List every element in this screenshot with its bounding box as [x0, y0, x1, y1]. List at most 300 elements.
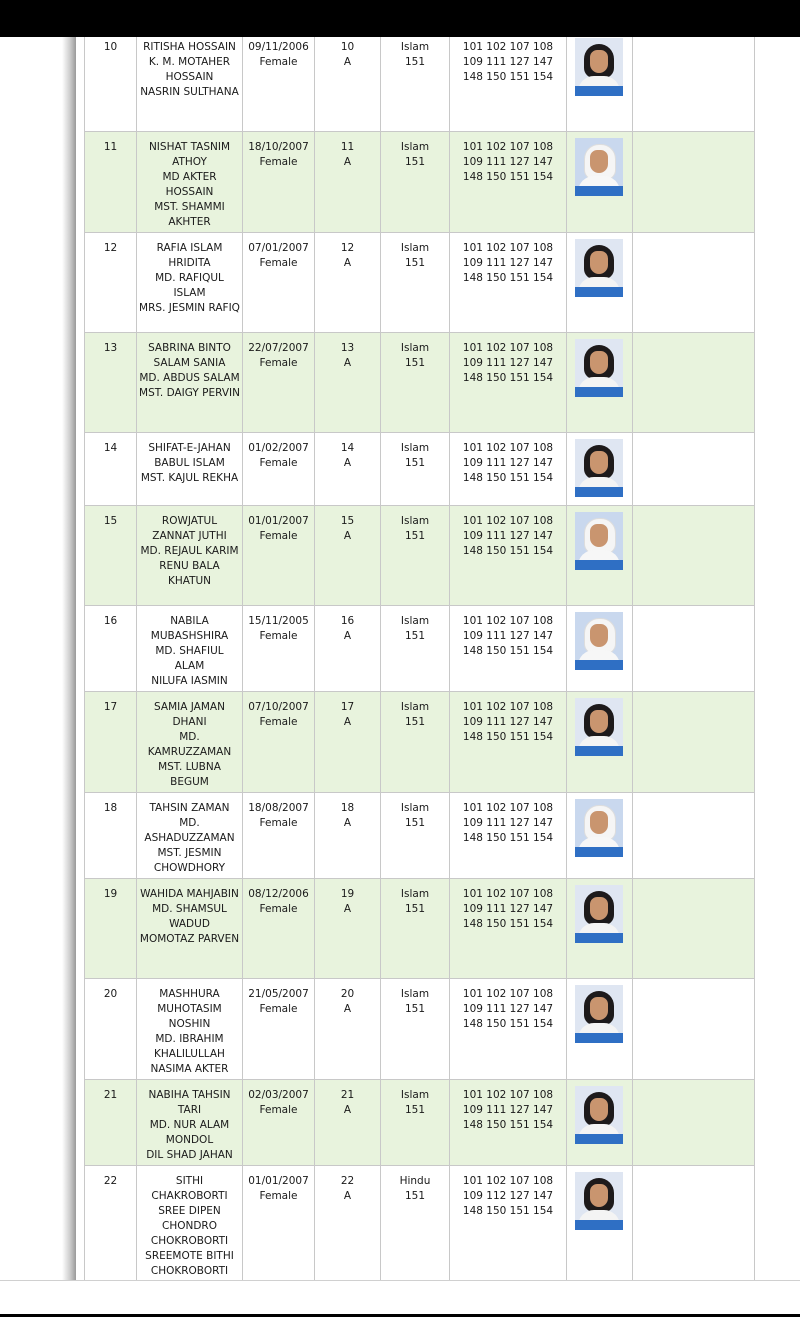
- subject-codes-line: 101 102 107 108: [462, 615, 554, 627]
- father-name: MD. ASHADUZZAMAN: [144, 817, 235, 844]
- roll-number: 12: [340, 242, 355, 254]
- subject-codes-line: 101 102 107 108: [462, 701, 554, 713]
- serial-number: 21: [103, 1089, 118, 1101]
- mother-name: MST. DAIGY PERVIN: [139, 387, 240, 399]
- photo-cell: [567, 333, 633, 433]
- religion: Islam: [400, 41, 430, 53]
- group-code: 151: [404, 457, 426, 469]
- photo-cell: [567, 233, 633, 333]
- subject-codes-line: 101 102 107 108: [462, 515, 554, 527]
- date-of-birth: 01/01/2007: [248, 515, 309, 527]
- serial-cell: [85, 692, 137, 793]
- religion: Islam: [400, 701, 430, 713]
- bottom-bar: [0, 1280, 800, 1318]
- gender: Female: [259, 1003, 298, 1015]
- roll-cell: [315, 979, 381, 1080]
- roll-cell: [315, 433, 381, 506]
- signature-cell: [633, 37, 755, 132]
- subjects-cell: [450, 879, 567, 979]
- student-name: RITISHA HOSSAIN: [143, 41, 236, 53]
- name-cell: [137, 793, 243, 879]
- dob-cell: [243, 979, 315, 1080]
- serial-number: 10: [103, 41, 118, 53]
- serial-cell: [85, 606, 137, 692]
- subject-codes-line: 109 111 127 147: [462, 457, 554, 469]
- date-of-birth: 07/10/2007: [248, 701, 309, 713]
- gender: Female: [259, 1104, 298, 1116]
- subject-codes-line: 101 102 107 108: [462, 1175, 554, 1187]
- name-cell: [137, 37, 243, 132]
- photo-cell: [567, 132, 633, 233]
- religion: Islam: [400, 242, 430, 254]
- date-of-birth: 08/12/2006: [248, 888, 309, 900]
- section: A: [343, 630, 352, 642]
- section: A: [343, 1190, 352, 1202]
- serial-number: 13: [103, 342, 118, 354]
- religion: Islam: [400, 988, 430, 1000]
- signature-cell: [633, 1080, 755, 1166]
- roll-cell: [315, 333, 381, 433]
- serial-number: 22: [103, 1175, 118, 1187]
- table-row: [85, 506, 755, 606]
- religion-cell: [381, 333, 450, 433]
- subject-codes-line: 148 150 151 154: [462, 272, 554, 284]
- religion: Islam: [400, 1089, 430, 1101]
- subject-codes-line: 148 150 151 154: [462, 832, 554, 844]
- section: A: [343, 1104, 352, 1116]
- roll-number: 22: [340, 1175, 355, 1187]
- date-of-birth: 01/01/2007: [248, 1175, 309, 1187]
- subject-codes-line: 109 112 127 147: [462, 1190, 554, 1202]
- mother-name: RENU BALA KHATUN: [159, 560, 220, 587]
- subjects-cell: [450, 606, 567, 692]
- subject-codes-line: 148 150 151 154: [462, 645, 554, 657]
- mother-name: NASRIN SULTHANA: [140, 86, 239, 98]
- mother-name: NASIMA AKTER: [150, 1063, 229, 1075]
- student-photo: [575, 339, 623, 397]
- gender: Female: [259, 1190, 298, 1202]
- subjects-cell: [450, 333, 567, 433]
- subject-codes-line: 109 111 127 147: [462, 903, 554, 915]
- subjects-cell: [450, 132, 567, 233]
- subject-codes-line: 101 102 107 108: [462, 988, 554, 1000]
- mother-name: MRS. JESMIN RAFIQ: [139, 302, 240, 314]
- group-code: 151: [404, 817, 426, 829]
- roll-number: 21: [340, 1089, 355, 1101]
- student-list-sheet[interactable]: [76, 37, 800, 1280]
- dob-cell: [243, 433, 315, 506]
- mother-name: MOMOTAZ PARVEN: [139, 933, 240, 945]
- group-code: 151: [404, 1104, 426, 1116]
- serial-cell: [85, 793, 137, 879]
- student-name: SAMIA JAMAN DHANI: [154, 701, 225, 728]
- student-photo: [575, 799, 623, 857]
- subjects-cell: [450, 1166, 567, 1281]
- signature-cell: [633, 132, 755, 233]
- signature-cell: [633, 606, 755, 692]
- mother-name: MST. JESMIN CHOWDHORY: [153, 847, 226, 874]
- serial-cell: [85, 333, 137, 433]
- table-row: [85, 793, 755, 879]
- photo-cell: [567, 506, 633, 606]
- religion: Hindu: [399, 1175, 431, 1187]
- student-name: TAHSIN ZAMAN: [149, 802, 230, 814]
- gender: Female: [259, 530, 298, 542]
- religion: Islam: [400, 615, 430, 627]
- roll-number: 14: [340, 442, 355, 454]
- group-code: 151: [404, 630, 426, 642]
- mother-name: NILUFA IASMIN: [151, 675, 228, 687]
- dob-cell: [243, 1166, 315, 1281]
- name-cell: [137, 433, 243, 506]
- photo-cell: [567, 879, 633, 979]
- photo-cell: [567, 433, 633, 506]
- photo-cell: [567, 979, 633, 1080]
- group-code: 151: [404, 1190, 426, 1202]
- gender: Female: [259, 257, 298, 269]
- date-of-birth: 07/01/2007: [248, 242, 309, 254]
- subject-codes-line: 148 150 151 154: [462, 545, 554, 557]
- name-cell: [137, 506, 243, 606]
- religion-cell: [381, 692, 450, 793]
- signature-cell: [633, 793, 755, 879]
- subject-codes-line: 148 150 151 154: [462, 171, 554, 183]
- dob-cell: [243, 793, 315, 879]
- group-code: 151: [404, 257, 426, 269]
- roll-cell: [315, 692, 381, 793]
- table-row: [85, 879, 755, 979]
- group-code: 151: [404, 357, 426, 369]
- subjects-cell: [450, 233, 567, 333]
- date-of-birth: 18/10/2007: [248, 141, 309, 153]
- father-name: MD. SHAMSUL WADUD: [152, 903, 227, 930]
- religion: Islam: [400, 888, 430, 900]
- student-name: MASHHURA MUHOTASIM NOSHIN: [157, 988, 222, 1030]
- subjects-cell: [450, 692, 567, 793]
- roll-number: 20: [340, 988, 355, 1000]
- table-row: [85, 1080, 755, 1166]
- subject-codes-line: 109 111 127 147: [462, 1104, 554, 1116]
- subjects-cell: [450, 979, 567, 1080]
- table-row: [85, 1166, 755, 1281]
- subject-codes-line: 148 150 151 154: [462, 372, 554, 384]
- roll-cell: [315, 233, 381, 333]
- name-cell: [137, 692, 243, 793]
- signature-cell: [633, 433, 755, 506]
- roll-number: 10: [340, 41, 355, 53]
- signature-cell: [633, 879, 755, 979]
- roll-number: 11: [340, 141, 355, 153]
- table-row: [85, 333, 755, 433]
- religion-cell: [381, 879, 450, 979]
- section: A: [343, 357, 352, 369]
- name-cell: [137, 132, 243, 233]
- section: A: [343, 817, 352, 829]
- date-of-birth: 02/03/2007: [248, 1089, 309, 1101]
- section: A: [343, 903, 352, 915]
- serial-number: 12: [103, 242, 118, 254]
- student-photo: [575, 439, 623, 497]
- roll-cell: [315, 606, 381, 692]
- father-name: MD. SHAFIUL ALAM: [155, 645, 224, 672]
- subject-codes-line: 109 111 127 147: [462, 630, 554, 642]
- dob-cell: [243, 1080, 315, 1166]
- student-photo: [575, 1086, 623, 1144]
- serial-cell: [85, 1080, 137, 1166]
- section: A: [343, 457, 352, 469]
- father-name: BABUL ISLAM: [154, 457, 225, 469]
- mother-name: MST. KAJUL REKHA: [140, 472, 239, 484]
- student-photo: [575, 612, 623, 670]
- left-page-shadow: [62, 37, 76, 1280]
- student-name: ROWJATUL ZANNAT JUTHI: [152, 515, 227, 542]
- subject-codes-line: 148 150 151 154: [462, 918, 554, 930]
- signature-cell: [633, 333, 755, 433]
- subject-codes-line: 148 150 151 154: [462, 1119, 554, 1131]
- gender: Female: [259, 817, 298, 829]
- religion-cell: [381, 793, 450, 879]
- section: A: [343, 257, 352, 269]
- subjects-cell: [450, 506, 567, 606]
- table-row: [85, 233, 755, 333]
- gender: Female: [259, 630, 298, 642]
- father-name: MD. ABDUS SALAM: [139, 372, 240, 384]
- signature-cell: [633, 979, 755, 1080]
- subject-codes-line: 109 111 127 147: [462, 156, 554, 168]
- subjects-cell: [450, 433, 567, 506]
- table-row: [85, 692, 755, 793]
- dob-cell: [243, 37, 315, 132]
- photo-cell: [567, 37, 633, 132]
- gender: Female: [259, 903, 298, 915]
- serial-cell: [85, 1166, 137, 1281]
- religion: Islam: [400, 442, 430, 454]
- father-name: MD. KAMRUZZAMAN: [147, 731, 232, 758]
- date-of-birth: 22/07/2007: [248, 342, 309, 354]
- student-name: SABRINA BINTO SALAM SANIA: [148, 342, 231, 369]
- serial-cell: [85, 506, 137, 606]
- serial-number: 19: [103, 888, 118, 900]
- subject-codes-line: 148 150 151 154: [462, 1018, 554, 1030]
- mother-name: MST. LUBNA BEGUM: [158, 761, 221, 788]
- mother-name: SREEMOTE BITHI CHOKROBORTI: [145, 1250, 234, 1277]
- section: A: [343, 56, 352, 68]
- student-name: NABILA MUBASHSHIRA: [150, 615, 229, 642]
- father-name: MD. IBRAHIM KHALILULLAH: [154, 1033, 225, 1060]
- gender: Female: [259, 716, 298, 728]
- religion-cell: [381, 433, 450, 506]
- roll-number: 19: [340, 888, 355, 900]
- student-name: NISHAT TASNIM ATHOY: [148, 141, 231, 168]
- name-cell: [137, 1166, 243, 1281]
- name-cell: [137, 333, 243, 433]
- dob-cell: [243, 333, 315, 433]
- serial-cell: [85, 233, 137, 333]
- table-row: [85, 433, 755, 506]
- date-of-birth: 09/11/2006: [248, 41, 309, 53]
- religion-cell: [381, 1166, 450, 1281]
- religion-cell: [381, 606, 450, 692]
- dob-cell: [243, 233, 315, 333]
- table-row: [85, 606, 755, 692]
- religion: Islam: [400, 515, 430, 527]
- photo-cell: [567, 606, 633, 692]
- signature-cell: [633, 506, 755, 606]
- student-photo: [575, 512, 623, 570]
- photo-cell: [567, 1166, 633, 1281]
- religion-cell: [381, 233, 450, 333]
- serial-number: 15: [103, 515, 118, 527]
- date-of-birth: 18/08/2007: [248, 802, 309, 814]
- serial-cell: [85, 132, 137, 233]
- photo-cell: [567, 1080, 633, 1166]
- student-photo: [575, 698, 623, 756]
- serial-number: 16: [103, 615, 118, 627]
- student-name: WAHIDA MAHJABIN: [140, 888, 239, 900]
- religion: Islam: [400, 802, 430, 814]
- dob-cell: [243, 692, 315, 793]
- subject-codes-line: 109 111 127 147: [462, 357, 554, 369]
- serial-number: 18: [103, 802, 118, 814]
- top-black-bar: [0, 0, 800, 37]
- religion: Islam: [400, 342, 430, 354]
- table-row: [85, 979, 755, 1080]
- gender: Female: [259, 56, 298, 68]
- gender: Female: [259, 156, 298, 168]
- student-photo: [575, 1172, 623, 1230]
- subject-codes-line: 101 102 107 108: [462, 802, 554, 814]
- serial-cell: [85, 979, 137, 1080]
- name-cell: [137, 1080, 243, 1166]
- subject-codes-line: 148 150 151 154: [462, 731, 554, 743]
- student-table: [84, 37, 755, 1280]
- photo-cell: [567, 692, 633, 793]
- religion: Islam: [400, 141, 430, 153]
- name-cell: [137, 879, 243, 979]
- student-name: NABIHA TAHSIN TARI: [148, 1089, 231, 1116]
- roll-number: 18: [340, 802, 355, 814]
- signature-cell: [633, 692, 755, 793]
- religion-cell: [381, 37, 450, 132]
- subject-codes-line: 101 102 107 108: [462, 41, 554, 53]
- serial-number: 20: [103, 988, 118, 1000]
- date-of-birth: 21/05/2007: [248, 988, 309, 1000]
- date-of-birth: 15/11/2005: [248, 615, 309, 627]
- group-code: 151: [404, 1003, 426, 1015]
- dob-cell: [243, 606, 315, 692]
- section: A: [343, 156, 352, 168]
- roll-cell: [315, 1166, 381, 1281]
- roll-cell: [315, 37, 381, 132]
- section: A: [343, 530, 352, 542]
- student-photo: [575, 885, 623, 943]
- section: A: [343, 1003, 352, 1015]
- table-row: [85, 37, 755, 132]
- roll-cell: [315, 132, 381, 233]
- serial-number: 14: [103, 442, 118, 454]
- roll-number: 17: [340, 701, 355, 713]
- date-of-birth: 01/02/2007: [248, 442, 309, 454]
- student-photo: [575, 239, 623, 297]
- subjects-cell: [450, 1080, 567, 1166]
- subject-codes-line: 101 102 107 108: [462, 242, 554, 254]
- subject-codes-line: 101 102 107 108: [462, 888, 554, 900]
- subject-codes-line: 148 150 151 154: [462, 71, 554, 83]
- signature-cell: [633, 233, 755, 333]
- student-rows: [85, 37, 755, 1280]
- group-code: 151: [404, 56, 426, 68]
- subject-codes-line: 101 102 107 108: [462, 442, 554, 454]
- subject-codes-line: 109 111 127 147: [462, 716, 554, 728]
- student-name: SITHI CHAKROBORTI: [151, 1175, 228, 1202]
- religion-cell: [381, 1080, 450, 1166]
- roll-number: 13: [340, 342, 355, 354]
- roll-cell: [315, 1080, 381, 1166]
- father-name: MD. RAFIQUL ISLAM: [155, 272, 224, 299]
- subject-codes-line: 101 102 107 108: [462, 1089, 554, 1101]
- group-code: 151: [404, 716, 426, 728]
- subject-codes-line: 109 111 127 147: [462, 817, 554, 829]
- religion-cell: [381, 979, 450, 1080]
- serial-cell: [85, 433, 137, 506]
- dob-cell: [243, 132, 315, 233]
- subject-codes-line: 148 150 151 154: [462, 472, 554, 484]
- religion-cell: [381, 132, 450, 233]
- photo-cell: [567, 793, 633, 879]
- religion-cell: [381, 506, 450, 606]
- name-cell: [137, 606, 243, 692]
- table-row: [85, 132, 755, 233]
- father-name: K. M. MOTAHER HOSSAIN: [148, 56, 231, 83]
- gender: Female: [259, 357, 298, 369]
- roll-number: 16: [340, 615, 355, 627]
- roll-cell: [315, 879, 381, 979]
- mother-name: MST. SHAMMI AKHTER: [154, 201, 225, 228]
- name-cell: [137, 233, 243, 333]
- subjects-cell: [450, 37, 567, 132]
- subject-codes-line: 148 150 151 154: [462, 1205, 554, 1217]
- father-name: MD. NUR ALAM MONDOL: [149, 1119, 230, 1146]
- subject-codes-line: 109 111 127 147: [462, 56, 554, 68]
- father-name: SREE DIPEN CHONDRO CHOKROBORTI: [150, 1205, 229, 1247]
- father-name: MD AKTER HOSSAIN: [162, 171, 217, 198]
- signature-cell: [633, 1166, 755, 1281]
- section: A: [343, 716, 352, 728]
- student-photo: [575, 38, 623, 96]
- serial-number: 11: [103, 141, 118, 153]
- subject-codes-line: 101 102 107 108: [462, 342, 554, 354]
- student-photo: [575, 138, 623, 196]
- group-code: 151: [404, 156, 426, 168]
- name-cell: [137, 979, 243, 1080]
- student-photo: [575, 985, 623, 1043]
- group-code: 151: [404, 530, 426, 542]
- serial-number: 17: [103, 701, 118, 713]
- serial-cell: [85, 879, 137, 979]
- subject-codes-line: 109 111 127 147: [462, 530, 554, 542]
- roll-number: 15: [340, 515, 355, 527]
- dob-cell: [243, 506, 315, 606]
- student-name: RAFIA ISLAM HRIDITA: [156, 242, 223, 269]
- subject-codes-line: 109 111 127 147: [462, 1003, 554, 1015]
- serial-cell: [85, 37, 137, 132]
- gender: Female: [259, 457, 298, 469]
- subjects-cell: [450, 793, 567, 879]
- subject-codes-line: 109 111 127 147: [462, 257, 554, 269]
- subject-codes-line: 101 102 107 108: [462, 141, 554, 153]
- student-name: SHIFAT-E-JAHAN: [148, 442, 231, 454]
- group-code: 151: [404, 903, 426, 915]
